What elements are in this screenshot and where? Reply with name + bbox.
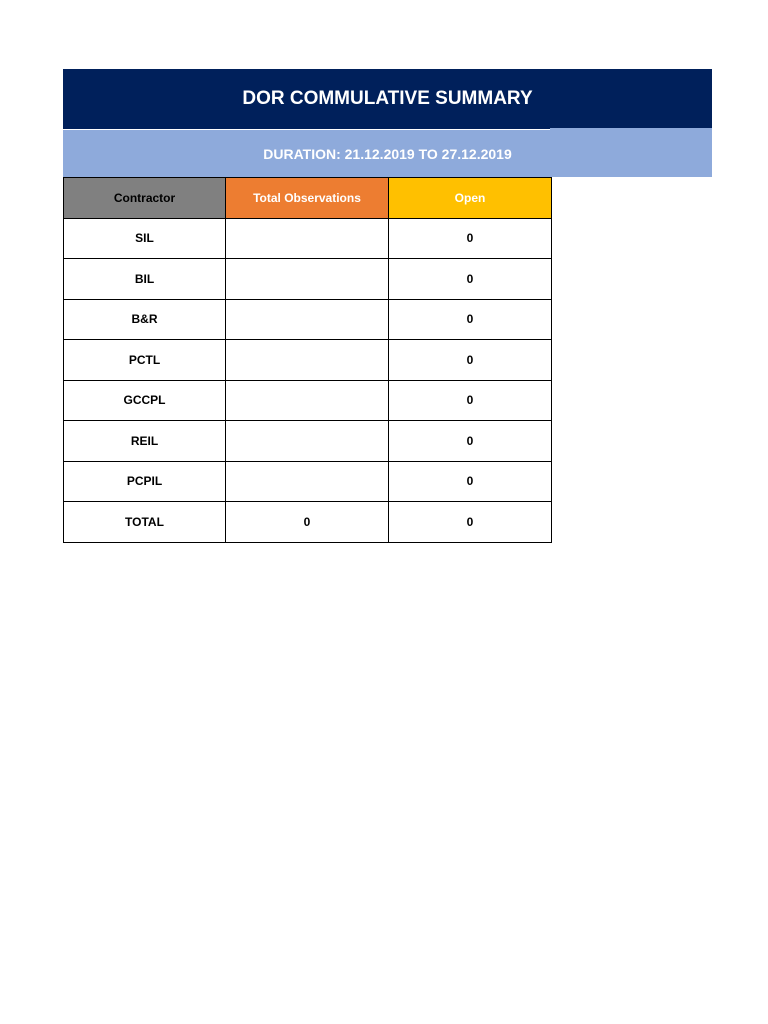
summary-title-band [63,69,712,129]
total-observations-cell [226,218,389,259]
total-observations-cell [226,380,389,421]
contractor-cell: B&R [64,299,226,340]
summary-title: DOR COMMULATIVE SUMMARY [242,88,533,109]
table-row [64,340,552,381]
table-row [64,380,552,421]
contractor-cell: PCPIL [64,461,226,502]
contractor-cell: GCCPL [64,380,226,421]
open-cell: 0 [389,299,552,340]
total-observations-cell [226,461,389,502]
open-cell: 0 [389,380,552,421]
open-cell: 0 [389,218,552,259]
table-row [64,299,552,340]
total-observations-cell [226,299,389,340]
contractor-cell: PCTL [64,340,226,381]
duration-band [63,130,712,177]
contractor-cell: REIL [64,421,226,462]
contractor-cell: SIL [64,218,226,259]
open-cell: 0 [389,340,552,381]
table-row [64,218,552,259]
table-header-row [64,178,552,219]
table-row [64,421,552,462]
table-row [64,461,552,502]
total-observations-cell [226,340,389,381]
summary-table [63,177,552,543]
open-cell: 0 [389,259,552,300]
total-observations-cell [226,421,389,462]
column-header-total-observations: Total Observations [226,178,389,219]
totals-open-cell: 0 [389,502,552,543]
totals-label: TOTAL [64,502,226,543]
totals-row [64,502,552,543]
table-row [64,259,552,300]
duration-text: DURATION: 21.12.2019 TO 27.12.2019 [263,145,512,162]
totals-observations-cell: 0 [226,502,389,543]
open-cell: 0 [389,421,552,462]
column-header-contractor: Contractor [64,178,226,219]
open-cell: 0 [389,461,552,502]
column-header-open: Open [389,178,552,219]
contractor-cell: BIL [64,259,226,300]
total-observations-cell [226,259,389,300]
